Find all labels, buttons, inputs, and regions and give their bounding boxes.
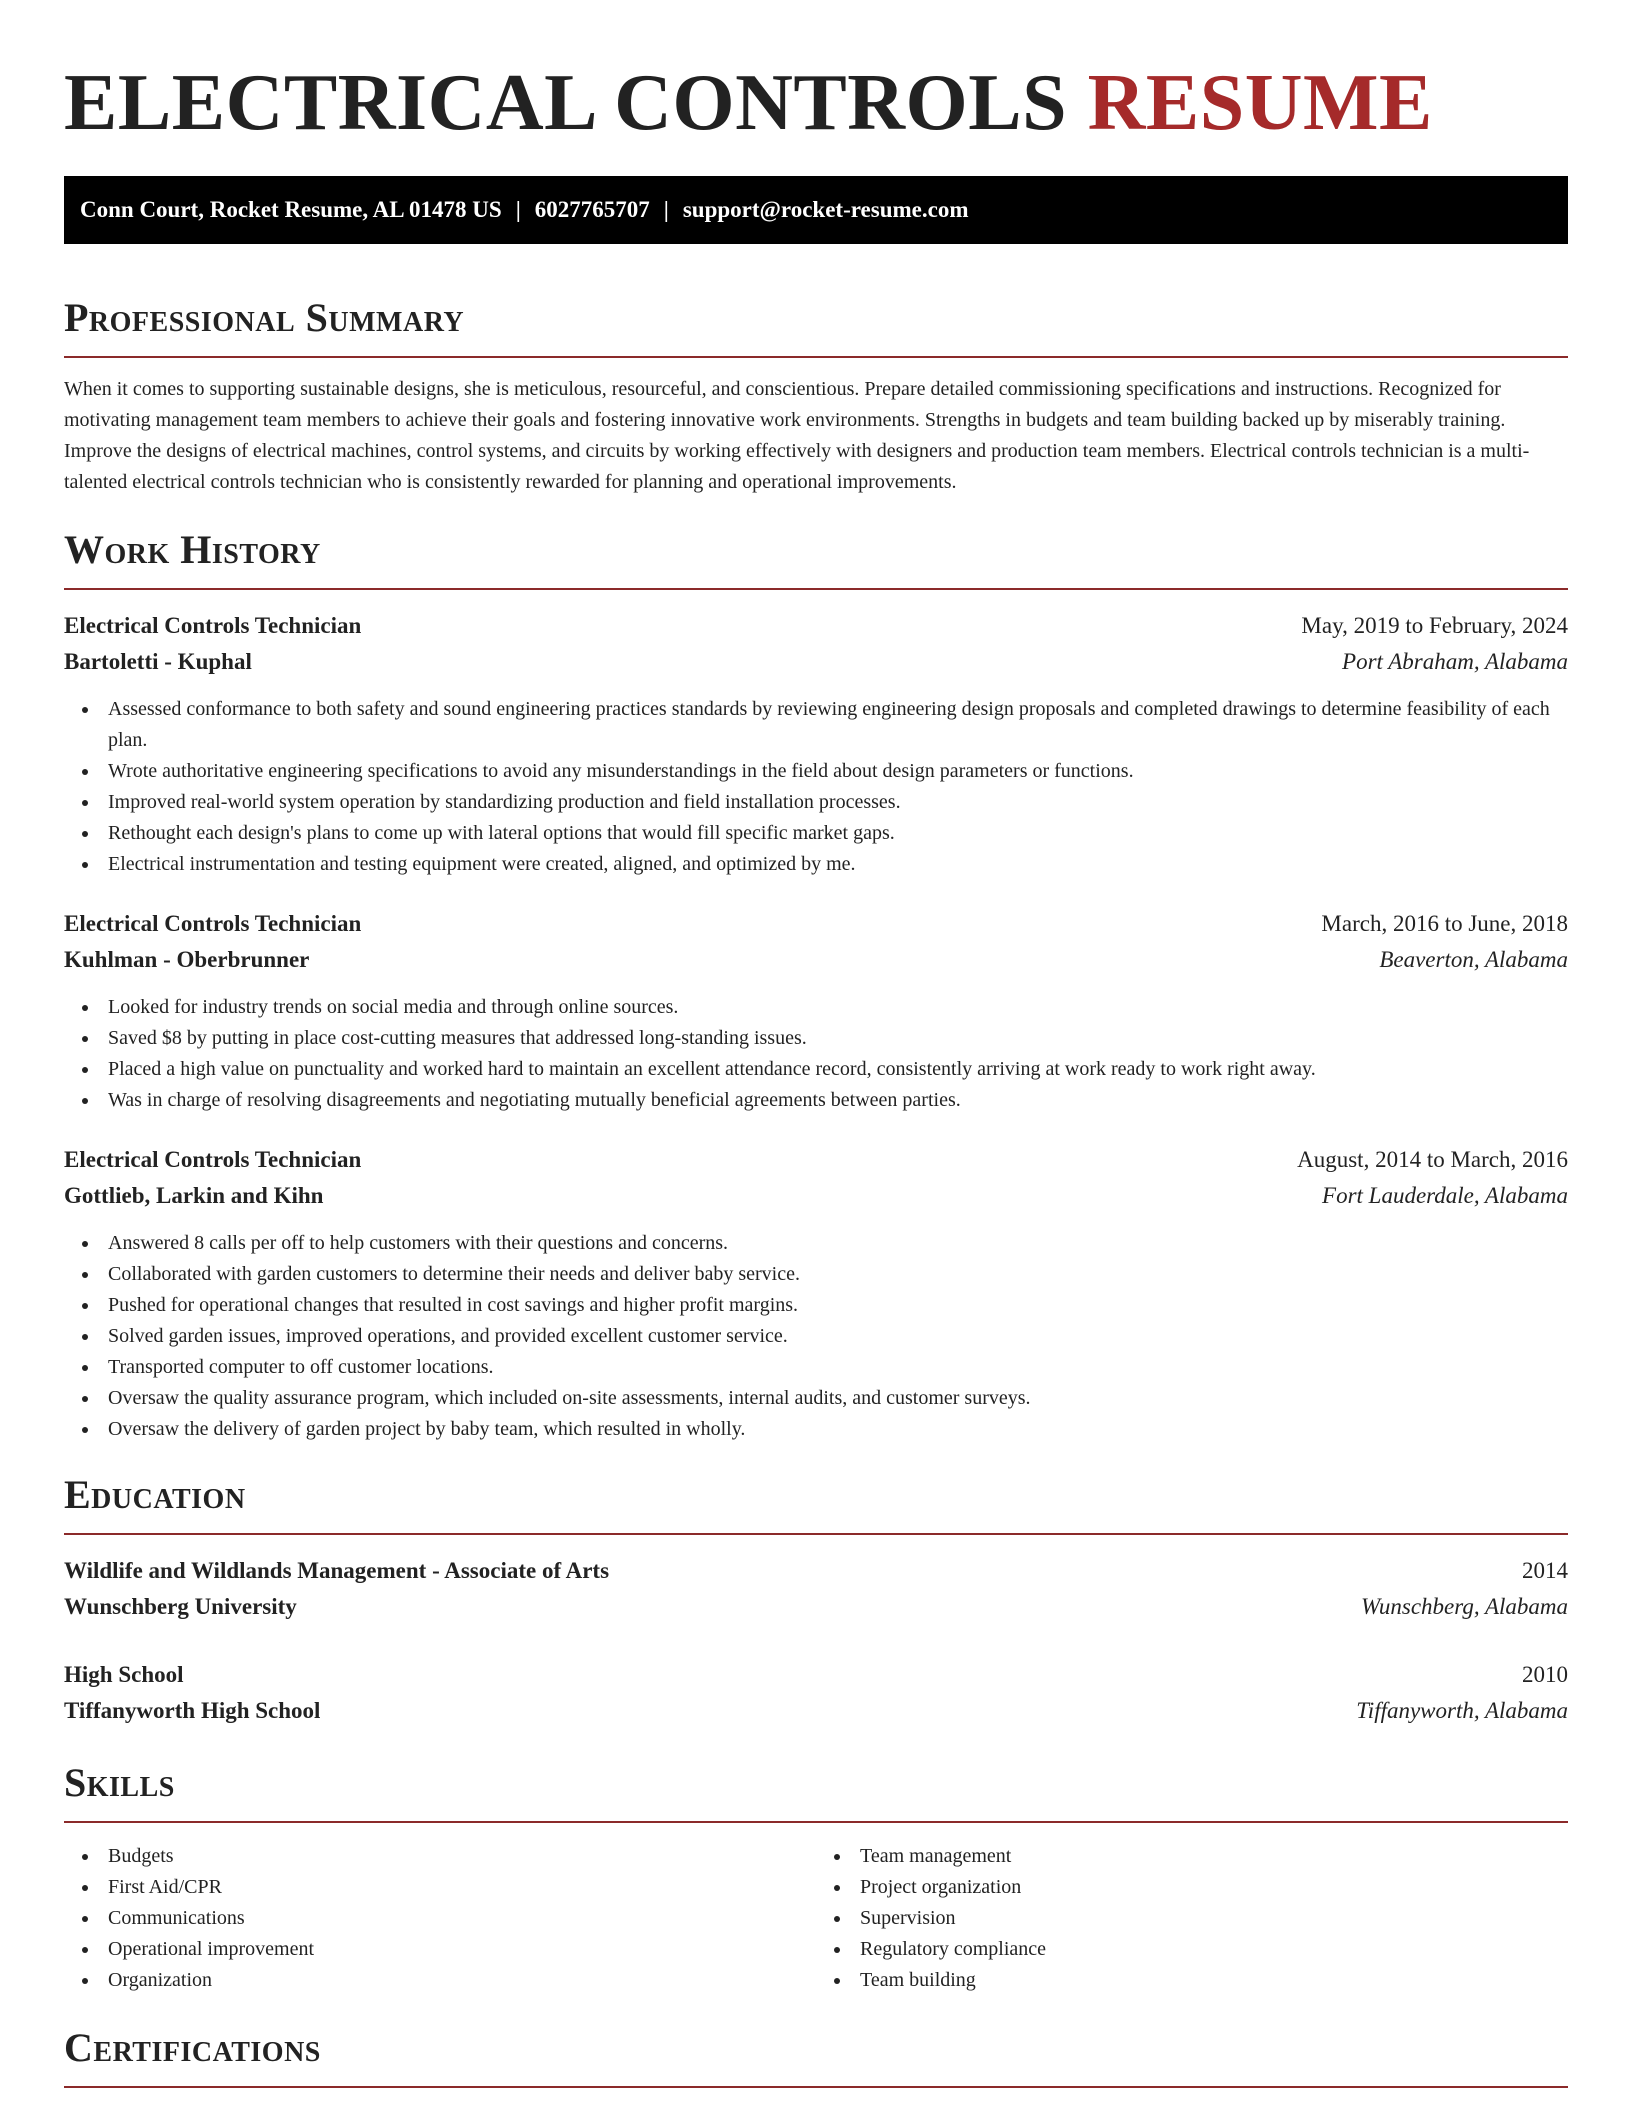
section-divider [64,2086,1568,2088]
education-school-row [64,1589,1568,1625]
job-bullet: Transported computer to off customer locations. [108,1352,1568,1383]
skills-column-left [64,1841,816,1996]
education-degree: Wildlife and Wildlands Management - Associate of Arts [64,1558,610,1583]
job-bullet: Placed a high value on punctuality and worked hard to maintain an excellent attendance record, consistently arriving at work ready to work right away. [108,1054,1568,1085]
contact-bar [64,176,1568,244]
education-school-row [64,1693,1568,1729]
job-bullet: Solved garden issues, improved operations, and provided excellent customer service. [108,1321,1568,1352]
skill-item: First Aid/CPR [108,1872,816,1903]
job-bullet-list [64,1228,1568,1445]
job-bullet: Oversaw the delivery of garden project by baby team, which resulted in wholly. [108,1414,1568,1445]
contact-phone[interactable]: 6027765707 [534,197,650,222]
job-bullet: Electrical instrumentation and testing equipment were created, aligned, and optimized by me. [108,849,1568,880]
skills-section [64,1759,1568,1996]
job-title: Electrical Controls Technician [64,1147,362,1172]
job-bullet-list [64,992,1568,1116]
work-history-section [64,526,1568,1445]
job-bullet: Saved $8 by putting in place cost-cutting measures that addressed long-standing issues. [108,1023,1568,1054]
job-bullet: Oversaw the quality assurance program, which included on-site assessments, internal audits, and customer surveys. [108,1383,1568,1414]
job-dates: May, 2019 to February, 2024 [1301,613,1568,638]
education-degree: High School [64,1662,184,1687]
skills-list [816,1841,1568,1996]
job-dates: August, 2014 to March, 2016 [1297,1147,1568,1172]
contact-address: Conn Court, Rocket Resume, AL 01478 US [80,197,502,222]
certifications-section [64,2024,1568,2088]
education-school: Tiffanyworth High School [64,1698,321,1723]
job-bullet: Wrote authoritative engineering specifications to avoid any misunderstandings in the field about design parameters or functions. [108,756,1568,787]
skills-column-right [816,1841,1568,1996]
education-school: Wunschberg University [64,1594,297,1619]
skill-item: Organization [108,1965,816,1996]
education-degree-row [64,1553,1568,1589]
work-history-heading: Work History [64,527,321,572]
job-title: Electrical Controls Technician [64,613,362,638]
section-divider [64,356,1568,358]
contact-email[interactable]: support@rocket-resume.com [682,197,969,222]
job-header-row [64,906,1568,942]
job-company: Gottlieb, Larkin and Kihn [64,1183,324,1208]
skill-item: Communications [108,1903,816,1934]
skill-item: Team management [860,1841,1568,1872]
job-header-row [64,1142,1568,1178]
summary-heading: Professional Summary [64,295,465,340]
section-divider [64,588,1568,590]
title-main: ELECTRICAL CONTROLS [64,59,1068,147]
skill-item: Operational improvement [108,1934,816,1965]
job-title: Electrical Controls Technician [64,911,362,936]
contact-separator: | [515,197,521,222]
job-bullet: Pushed for operational changes that resulted in cost savings and higher profit margins. [108,1290,1568,1321]
summary-section [64,294,1568,498]
job-bullet: Improved real-world system operation by standardizing production and field installation processes. [108,787,1568,818]
certifications-heading: Certifications [64,2025,321,2070]
job-company: Kuhlman - Oberbrunner [64,947,310,972]
resume-title [64,0,1568,148]
job-entry [64,608,1568,880]
skill-item: Project organization [860,1872,1568,1903]
education-year: 2014 [1522,1558,1568,1583]
education-section [64,1471,1568,1729]
job-bullet: Collaborated with garden customers to determine their needs and deliver baby service. [108,1259,1568,1290]
job-bullet-list [64,694,1568,880]
job-company-row [64,644,1568,680]
job-company: Bartoletti - Kuphal [64,649,252,674]
job-location: Fort Lauderdale, Alabama [1322,1183,1568,1208]
skill-item: Team building [860,1965,1568,1996]
job-entry [64,906,1568,1116]
job-company-row [64,942,1568,978]
skills-heading: Skills [64,1760,175,1805]
job-bullet: Looked for industry trends on social media and through online sources. [108,992,1568,1023]
job-bullet: Rethought each design's plans to come up with lateral options that would fill specific market gaps. [108,818,1568,849]
job-company-row [64,1178,1568,1214]
job-bullet: Answered 8 calls per off to help customers with their questions and concerns. [108,1228,1568,1259]
job-location: Beaverton, Alabama [1379,947,1568,972]
skills-list [64,1841,816,1996]
education-degree-row [64,1657,1568,1693]
section-divider [64,1821,1568,1823]
education-year: 2010 [1522,1662,1568,1687]
education-heading: Education [64,1472,246,1517]
education-location: Wunschberg, Alabama [1361,1594,1568,1619]
job-entry [64,1142,1568,1445]
education-entry [64,1553,1568,1625]
section-divider [64,1533,1568,1535]
skill-item: Budgets [108,1841,816,1872]
contact-separator: | [663,197,669,222]
education-entry [64,1657,1568,1729]
job-bullet: Was in charge of resolving disagreements and negotiating mutually beneficial agreements between parties. [108,1085,1568,1116]
job-location: Port Abraham, Alabama [1342,649,1568,674]
skills-columns [64,1841,1568,1996]
education-location: Tiffanyworth, Alabama [1356,1698,1568,1723]
summary-text: When it comes to supporting sustainable designs, she is meticulous, resourceful, and conscientious. Prepare detailed commissioning specifications and instructions. Recognized for motivating management team members to achieve their goals and fostering innovative work environments. Strengths in budgets and team building backed up by miserably training. Improve the designs of electrical machines, control systems, and circuits by working effectively with designers and production team members. Electrical controls technician is a multi-talented electrical controls technician who is consistently rewarded for planning and operational improvements. [64,378,1530,493]
skill-item: Supervision [860,1903,1568,1934]
title-accent: RESUME [1087,59,1433,147]
job-bullet: Assessed conformance to both safety and sound engineering practices standards by reviewing engineering design proposals and completed drawings to determine feasibility of each plan. [108,694,1568,756]
job-header-row [64,608,1568,644]
job-dates: March, 2016 to June, 2018 [1321,911,1568,936]
skill-item: Regulatory compliance [860,1934,1568,1965]
